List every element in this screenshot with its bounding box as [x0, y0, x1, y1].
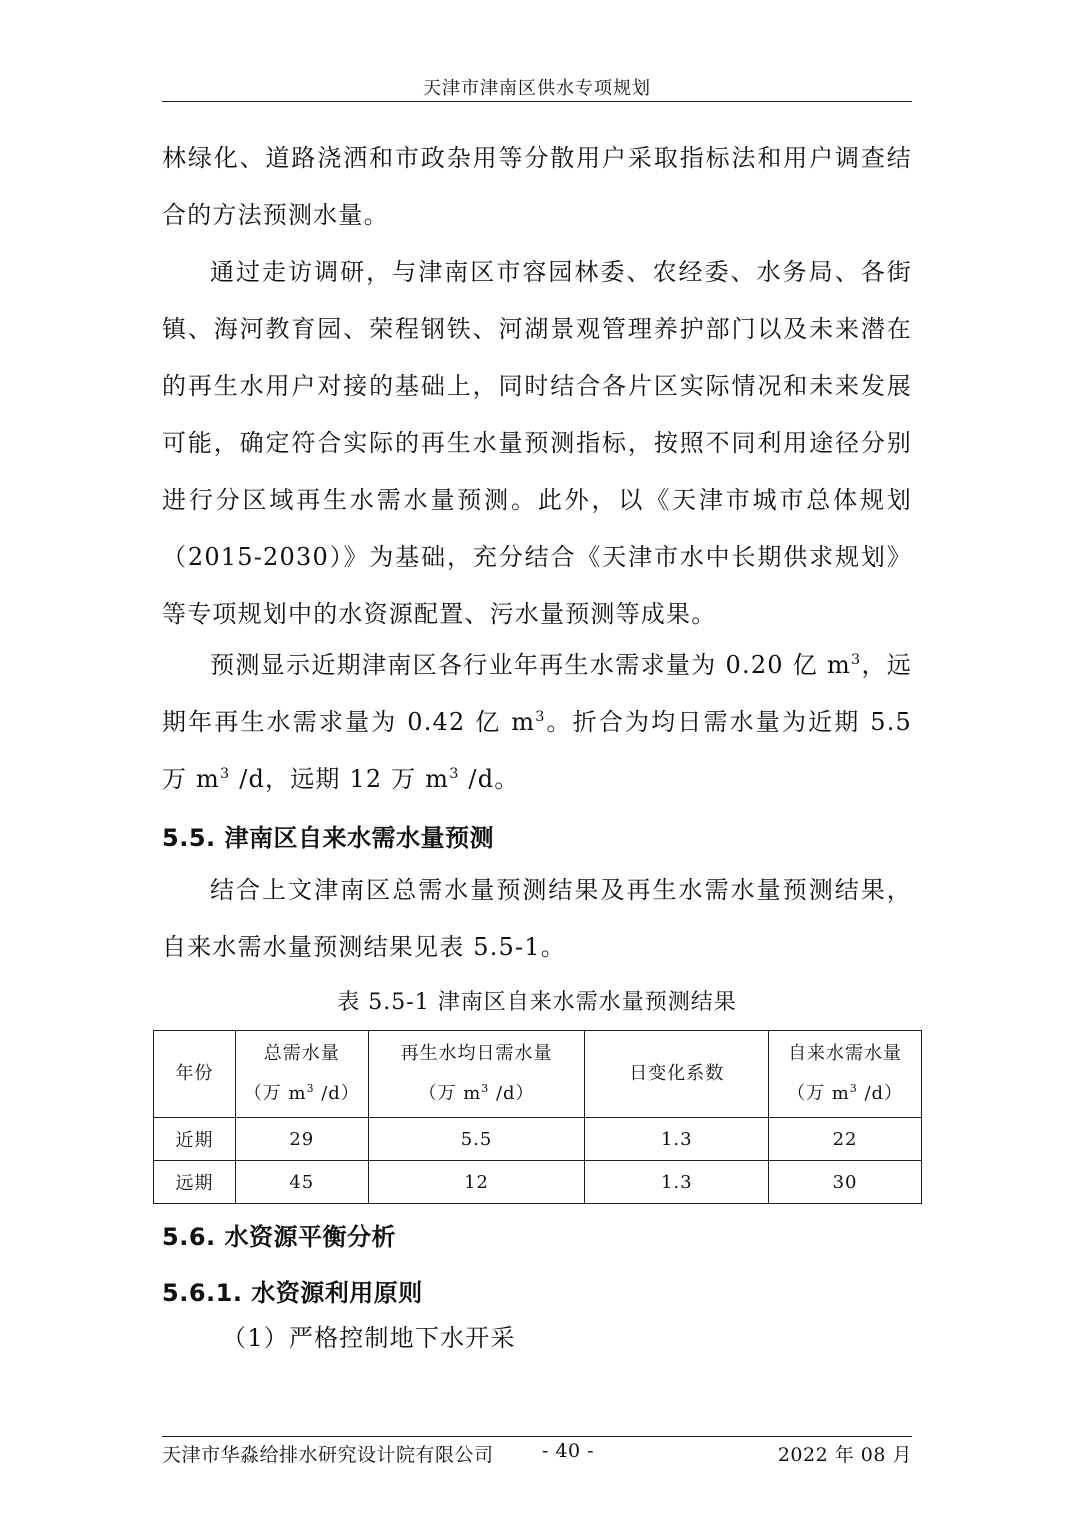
section-heading-5-6-1: 5.6.1. 水资源利用原则	[162, 1279, 423, 1307]
cell-reclaim: 12	[368, 1161, 585, 1204]
header-tap-unit: （万 m	[787, 1083, 850, 1104]
cell-year: 近期	[154, 1118, 236, 1161]
header-year: 年份	[154, 1031, 236, 1118]
superscript-3: 3	[306, 1082, 315, 1095]
paragraph-continuation: 林绿化、道路浇洒和市政杂用等分散用户采取指标法和用户调查结合的方法预测水量。	[162, 144, 912, 229]
header-reclaim-unit: （万 m	[418, 1083, 482, 1104]
forecast-text-2: ，远期年再生水需求量为 0.42 亿 m	[162, 651, 912, 736]
header-tap-unit-end: /d）	[857, 1083, 904, 1104]
forecast-text-3: 。折合为均日需水量为近期 5.5 万 m	[162, 708, 913, 793]
list-item: （1）严格控制地下水开采	[222, 1324, 516, 1352]
cell-coef: 1.3	[585, 1118, 769, 1161]
header-total-demand	[235, 1031, 368, 1118]
cell-tap: 22	[769, 1118, 922, 1161]
tap-water-demand-table	[153, 1030, 922, 1204]
header-reclaim-line1: 再生水均日需水量	[400, 1043, 553, 1064]
paragraph-forecast	[162, 637, 912, 808]
footer-date: 2022 年 08 月	[777, 1444, 912, 1466]
cell-year: 远期	[154, 1161, 236, 1204]
paragraph-table-intro: 结合上文津南区总需水量预测结果及再生水需水量预测结果，自来水需水量预测结果见表 5.5-1。	[162, 876, 912, 961]
header-total-unit: （万 m	[243, 1083, 307, 1104]
footer-page-number: - 40 -	[542, 1440, 595, 1462]
paragraph-survey: 通过走访调研，与津南区市容园林委、农经委、水务局、各街镇、海河教育园、荣程钢铁、河湖景观管理养护部门以及未来潜在的再生水用户对接的基础上，同时结合各片区实际情况和未来发展可能，确定符合实际的再生水量预测指标，按照不同利用途径分别进行分区域再生水需水量预测。此外，以《天津市城市总体规划（2015-2030）》为基础，充分结合《天津市水中长期供求规划》等专项规划中的水资源配置、污水量预测等成果。	[162, 258, 912, 628]
header-divider	[162, 101, 912, 102]
forecast-text-1: 预测显示近期津南区各行业年再生水需求量为 0.20 亿 m	[210, 651, 851, 679]
footer-divider	[162, 1436, 912, 1437]
table-row	[154, 1118, 922, 1161]
header-total-line1: 总需水量	[263, 1043, 340, 1064]
cell-total: 29	[235, 1118, 368, 1161]
header-reclaimed-demand	[368, 1031, 585, 1118]
footer-company: 天津市华淼给排水研究设计院有限公司	[162, 1444, 494, 1466]
section-heading-5-6: 5.6. 水资源平衡分析	[162, 1223, 396, 1251]
header-tap-line1: 自来水需水量	[788, 1043, 903, 1064]
header-total-unit-end: /d）	[314, 1083, 360, 1104]
table-caption: 表 5.5-1 津南区自来水需水量预测结果	[337, 990, 737, 1015]
superscript-3: 3	[220, 766, 231, 782]
page-header-title: 天津市津南区供水专项规划	[423, 78, 651, 99]
header-tap-demand	[769, 1031, 922, 1118]
superscript-3: 3	[449, 766, 460, 782]
superscript-3: 3	[535, 709, 546, 725]
table-row	[154, 1161, 922, 1204]
superscript-3: 3	[850, 652, 862, 668]
cell-reclaim: 5.5	[368, 1118, 585, 1161]
superscript-3: 3	[849, 1082, 858, 1095]
cell-coef: 1.3	[585, 1161, 769, 1204]
cell-total: 45	[235, 1161, 368, 1204]
cell-tap: 30	[769, 1161, 922, 1204]
header-reclaim-unit-end: /d）	[489, 1083, 535, 1104]
header-daily-coefficient: 日变化系数	[585, 1031, 769, 1118]
forecast-text-4: /d，远期 12 万 m	[230, 765, 450, 793]
table-header-row	[154, 1031, 922, 1118]
superscript-3: 3	[481, 1082, 490, 1095]
section-heading-5-5: 5.5. 津南区自来水需水量预测	[162, 824, 494, 852]
forecast-text-5: /d。	[459, 765, 520, 793]
